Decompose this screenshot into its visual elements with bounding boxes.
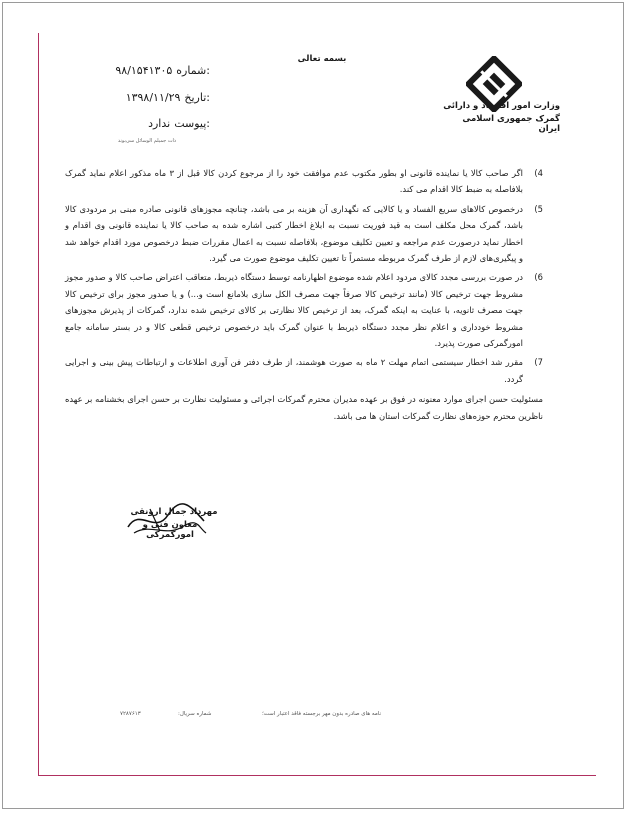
letter-body	[65, 165, 543, 424]
item-text: در صورت بررسی مجدد کالای مردود اعلام شده موضوع اظهارنامه توسط دستگاه ذیربط، متعاقب اعتراض صاحب کالا و صدور مجوز مشروط جهت ترخیص کالا (مانند ترخیص کالا صرفاً جهت مصرف الکل سازی بلامانع است و...) و یا صدور مجوز برای ترخیص کالا جهت مصرف ثانویه، با عنایت به اینکه گمرک، بعد از ترخیص کالا نظارتی بر کالای ترخیص شده ندارد، گمرکات از پذیرش مجوزهای مشروط خودداری و اعلام نظر مجدد دستگاه ذیربط با عنوان گمرک باید درخصوص ترخیص قطعی کالا و در بستر سامانه جامع امورگمرکی صورت پذیرد.	[65, 272, 523, 349]
signatory-title: معاون فنی و امورگمرکی	[142, 520, 198, 540]
item-text: درخصوص کالاهای سریع الفساد و یا کالایی که نگهداری آن هزینه بر می باشد، چنانچه مجوزهای قانونی صادره مبنی بر مردودی کالا باشد، گمرک محل مکلف است به قید فوریت نسبت به ابلاغ اخطار کتبی اشاره شده به صاحب کالا یا نماینده قانونی وی اقدام و اخطار نماید درصورت عدم مراجعه و تعیین تکلیف موضوع، بلافاصله نسبت به اعمال مقررات ضبط درخصوص مورد اقدام خواهد شد و پیگیری‌های لازم از طرف گمرک مربوطه مستمراً تا تعیین تکلیف موضوع صورت می گیرد.	[65, 203, 523, 264]
closing-paragraph: مسئولیت حسن اجرای موارد معنونه در فوق بر عهده مدیران محترم گمرکات اجرائی و مسئولیت نظارت بر حسن اجرای بخشنامه بر عهده ناظرین محترم حوزه‌های نظارت گمرکات استان ها می باشد.	[65, 394, 543, 421]
footer-note: نامه های صادره بدون مهر برجسته فاقد اعتبار است؛	[262, 711, 381, 717]
item-number: 7)	[534, 357, 543, 368]
attachment-label: پیوست:	[174, 117, 210, 130]
item-text: اگر صاحب کالا یا نماینده قانونی او بطور مکتوب عدم موافقت خود را از مرجوع کردن کالا قبل از ۳ ماه مذکور اعلام نماید گمرک بلافاصله به ضبط کالا اقدام می کند.	[65, 168, 523, 195]
list-item	[65, 269, 543, 351]
item-number: 5)	[534, 203, 543, 214]
list-item	[65, 165, 543, 198]
number-label: شماره:	[176, 64, 210, 77]
letter-attachment	[70, 117, 210, 130]
org-name-line1: وزارت امور اقتصاد و دارائی	[443, 101, 560, 111]
date-value: ۱۳۹۸/۱۱/۲۹	[125, 91, 181, 104]
date-label: تاریخ:	[184, 91, 210, 104]
list-item	[65, 201, 543, 267]
serial-value: ۷۲۸۷۶۱۳	[120, 711, 141, 717]
signatory-name: مهرداد جمال ارونقی	[130, 507, 218, 517]
attachment-value: ندارد	[148, 117, 171, 130]
item-text: مقرر شد اخطار سیستمی اتمام مهلت ۲ ماه به صورت هوشمند، از طرف دفتر فن آوری اطلاعات و ارتباطات پیش بینی و اجرایی گردد.	[65, 357, 523, 384]
letter-number	[70, 64, 210, 77]
number-value: ۹۸/۱۵۴۱۳۰۵	[115, 64, 173, 77]
item-number: 6)	[534, 272, 543, 283]
letter-date	[70, 91, 210, 104]
header-note: ذات جمیلم الوسائل سی‌بوند	[117, 138, 177, 144]
org-name-line2: گمرک جمهوری اسلامی ایران	[462, 114, 560, 134]
basmala: بسمه تعالی	[297, 54, 347, 64]
item-number: 4)	[534, 168, 543, 178]
serial-label: شماره سریال:	[178, 711, 212, 717]
list-item	[65, 354, 543, 387]
